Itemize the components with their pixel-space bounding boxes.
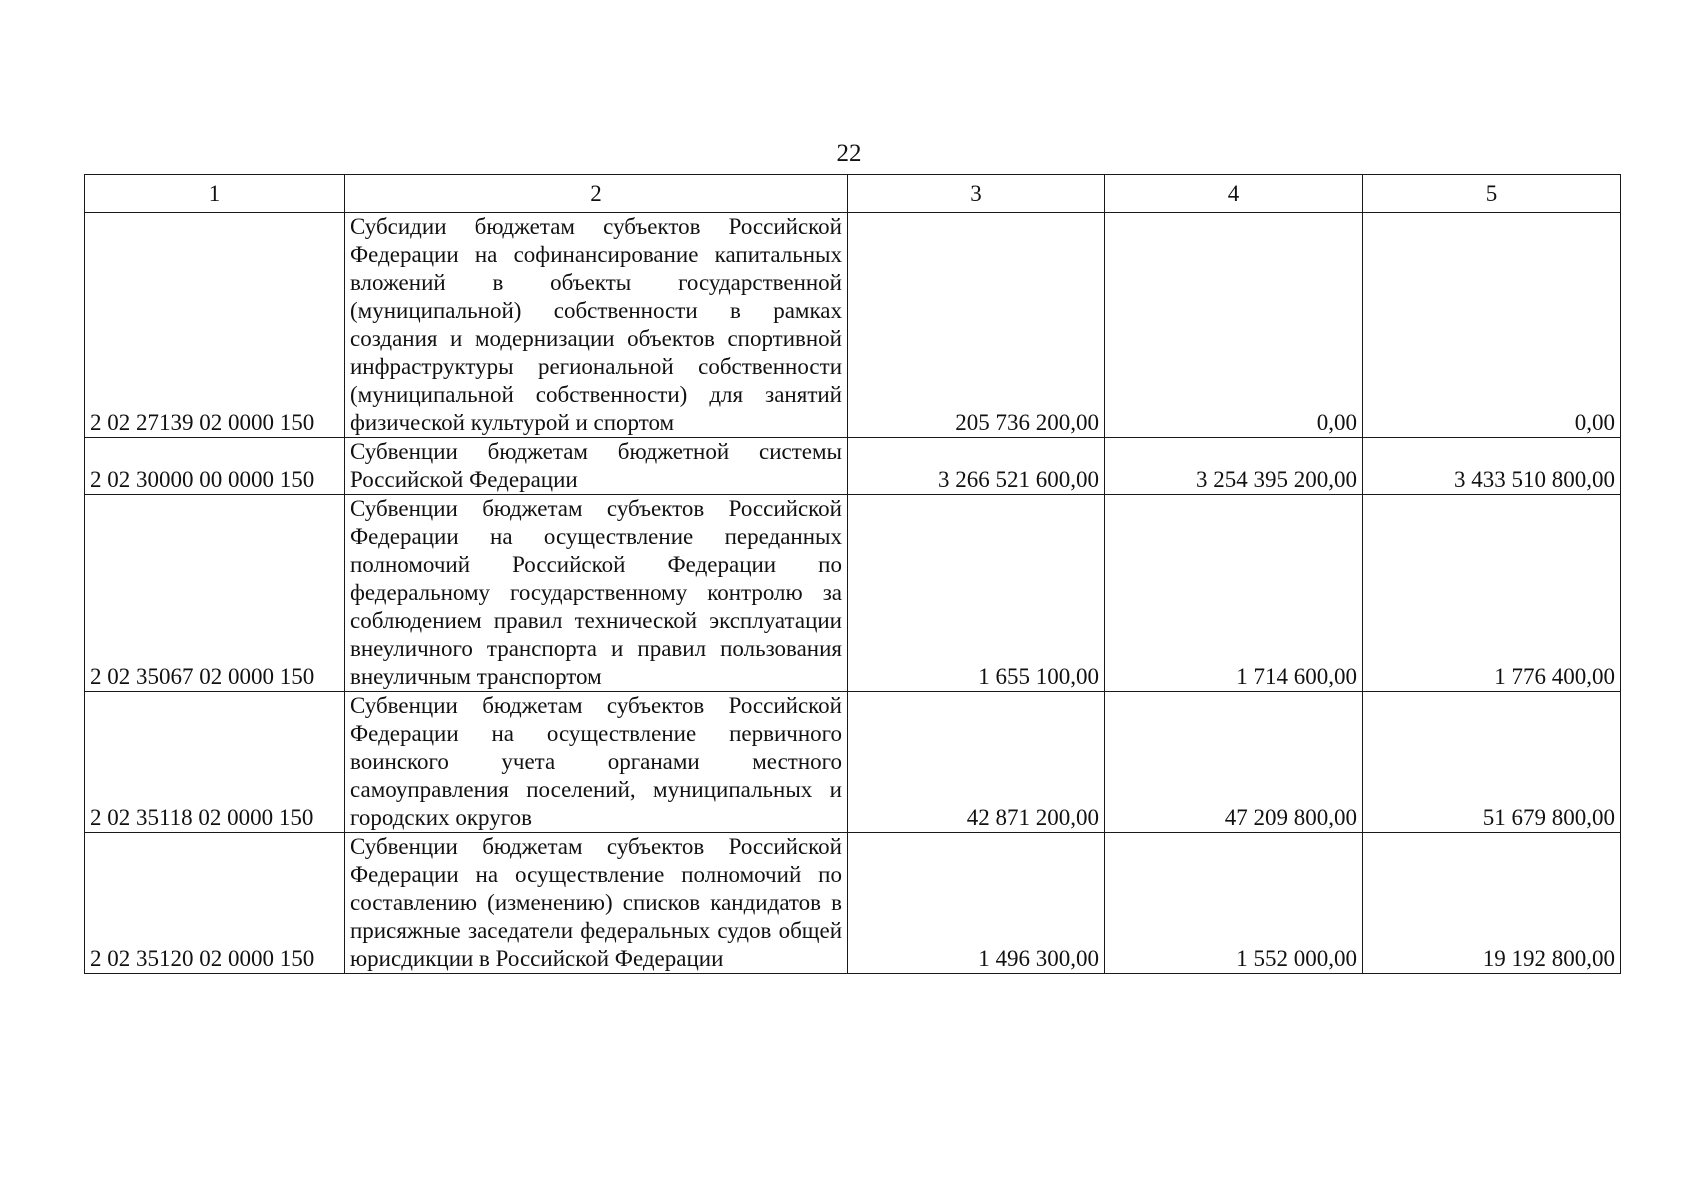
header-col-5: 5	[1363, 175, 1621, 213]
table-row	[85, 692, 1621, 833]
budget-table	[84, 174, 1621, 974]
amount-col-4: 47 209 800,00	[1105, 692, 1363, 833]
amount-col-3: 3 266 521 600,00	[848, 438, 1105, 495]
header-col-3: 3	[848, 175, 1105, 213]
amount-col-5: 19 192 800,00	[1363, 833, 1621, 974]
amount-col-4: 1 552 000,00	[1105, 833, 1363, 974]
amount-col-3: 1 496 300,00	[848, 833, 1105, 974]
amount-col-3: 1 655 100,00	[848, 495, 1105, 692]
page-number: 22	[836, 140, 862, 167]
description: Субвенции бюджетам бюджетной системы Российской Федерации	[345, 438, 848, 495]
table-row	[85, 833, 1621, 974]
amount-col-5: 1 776 400,00	[1363, 495, 1621, 692]
amount-col-5: 3 433 510 800,00	[1363, 438, 1621, 495]
header-col-1: 1	[85, 175, 345, 213]
table-body	[85, 213, 1621, 974]
amount-col-3: 42 871 200,00	[848, 692, 1105, 833]
table-row	[85, 213, 1621, 438]
amount-col-4: 3 254 395 200,00	[1105, 438, 1363, 495]
description: Субсидии бюджетам субъектов Российской Федерации на софинансирование капитальных вложений в объекты государственной (муниципальной) собственности в рамках создания и модернизации объектов спортивной инфраструктуры региональной собственности (муниципальной собственности) для занятий физической культурой и спортом	[345, 213, 848, 438]
amount-col-4: 0,00	[1105, 213, 1363, 438]
budget-code: 2 02 35118 02 0000 150	[85, 692, 345, 833]
budget-code: 2 02 27139 02 0000 150	[85, 213, 345, 438]
amount-col-3: 205 736 200,00	[848, 213, 1105, 438]
description: Субвенции бюджетам субъектов Российской Федерации на осуществление полномочий по составлению (изменению) списков кандидатов в присяжные заседатели федеральных судов общей юрисдикции в Российской Федерации	[345, 833, 848, 974]
header-row	[85, 175, 1621, 213]
table-header	[85, 175, 1621, 213]
table-row	[85, 495, 1621, 692]
budget-code: 2 02 35067 02 0000 150	[85, 495, 345, 692]
budget-code: 2 02 30000 00 0000 150	[85, 438, 345, 495]
amount-col-5: 0,00	[1363, 213, 1621, 438]
description: Субвенции бюджетам субъектов Российской Федерации на осуществление первичного воинского учета органами местного самоуправления поселений, муниципальных и городских округов	[345, 692, 848, 833]
description: Субвенции бюджетам субъектов Российской Федерации на осуществление переданных полномочий Российской Федерации по федеральному государственному контролю за соблюдением правил технической эксплуатации внеуличного транспорта и правил пользования внеуличным транспортом	[345, 495, 848, 692]
header-col-4: 4	[1105, 175, 1363, 213]
table-row	[85, 438, 1621, 495]
header-col-2: 2	[345, 175, 848, 213]
amount-col-4: 1 714 600,00	[1105, 495, 1363, 692]
budget-code: 2 02 35120 02 0000 150	[85, 833, 345, 974]
amount-col-5: 51 679 800,00	[1363, 692, 1621, 833]
